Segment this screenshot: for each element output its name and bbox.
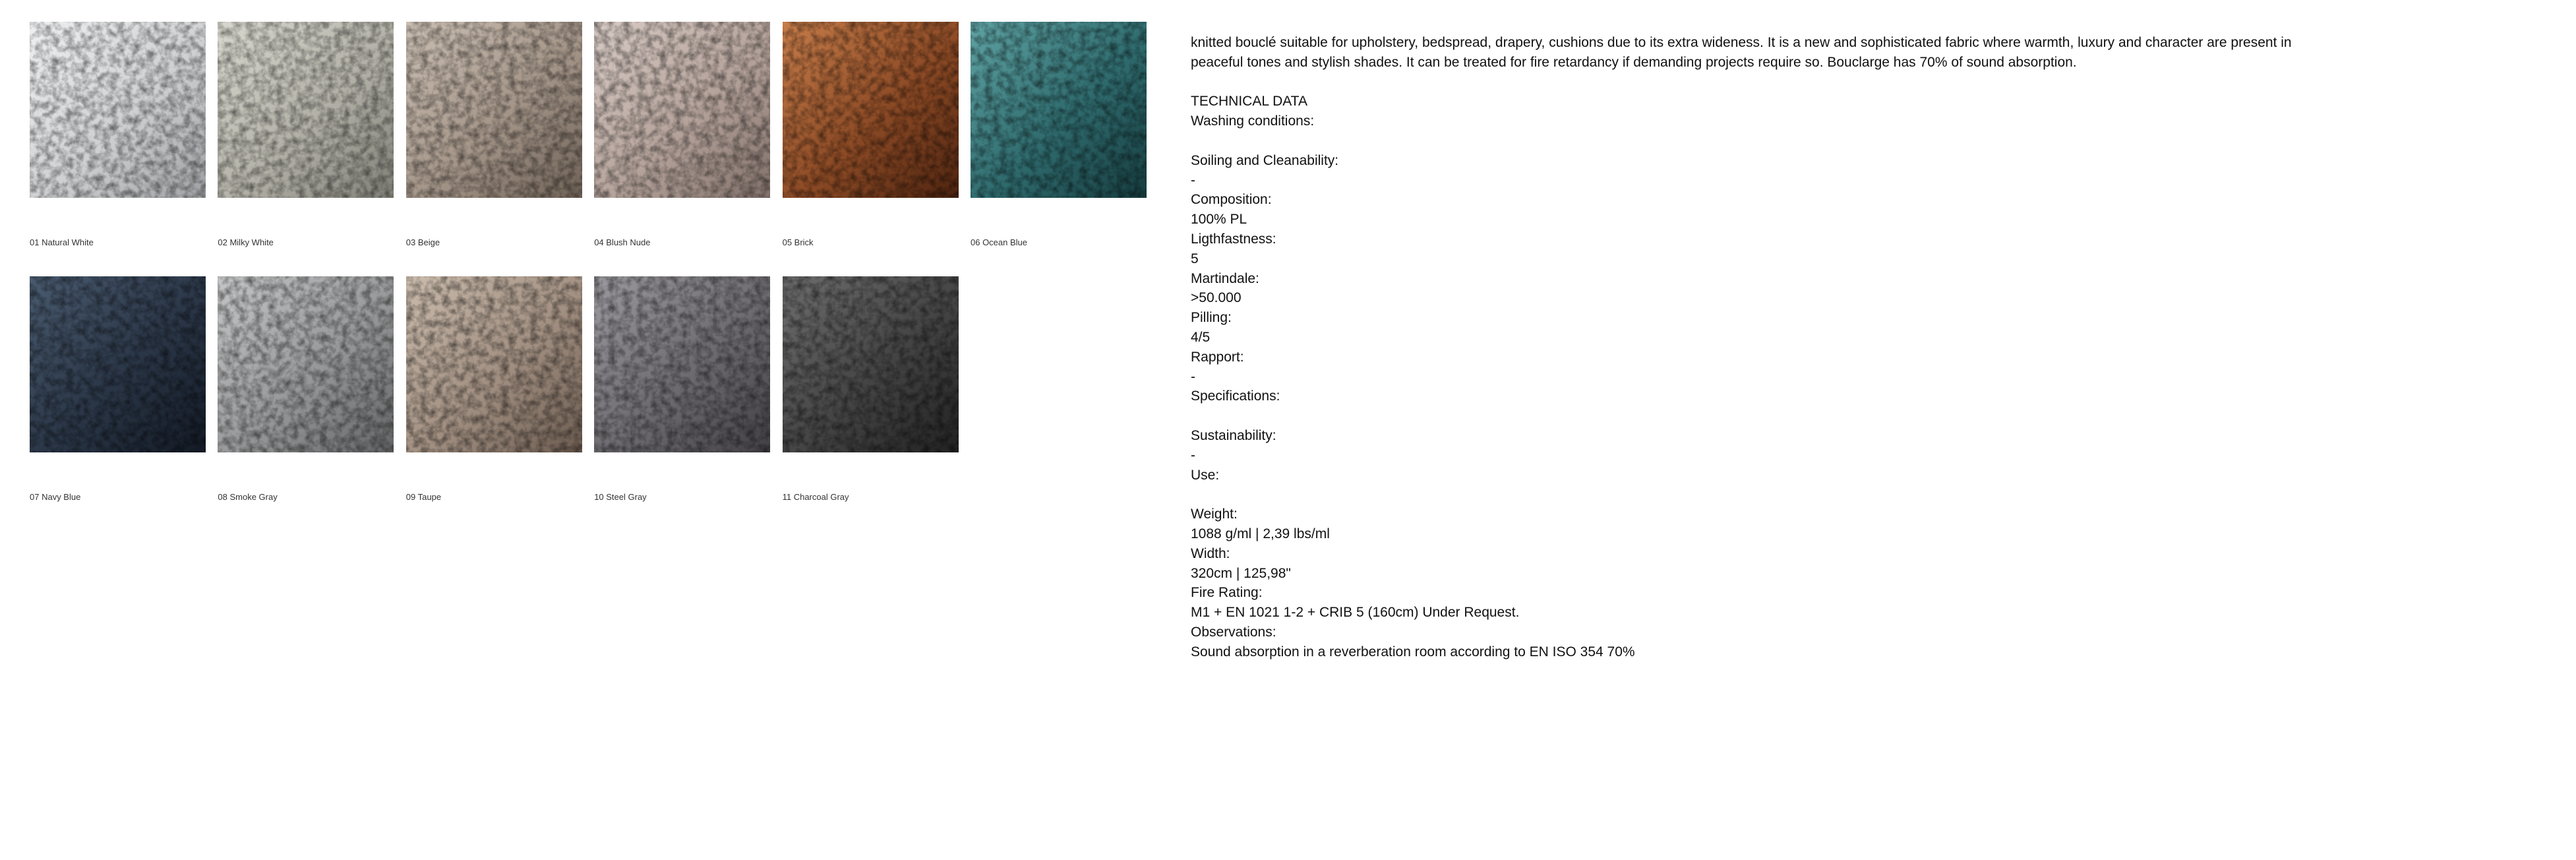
fabric-swatch-image bbox=[406, 22, 582, 198]
washing-label: Washing conditions: bbox=[1191, 113, 1315, 129]
rapport-label: Rapport: bbox=[1191, 349, 1244, 365]
swatch-label: 02 Milky White bbox=[218, 237, 274, 247]
martindale-label: Martindale: bbox=[1191, 270, 1259, 286]
fabric-swatch-image bbox=[594, 22, 770, 198]
fire-rating-value: M1 + EN 1021 1-2 + CRIB 5 (160cm) Under Request. bbox=[1191, 605, 1520, 621]
lightfastness-value: 5 bbox=[1191, 251, 1199, 266]
technical-data-heading: TECHNICAL DATA bbox=[1191, 94, 1307, 109]
fabric-swatch-image bbox=[783, 276, 959, 452]
soiling-label: Soiling and Cleanability: bbox=[1191, 152, 1339, 168]
lightfastness-label: Ligthfastness: bbox=[1191, 231, 1276, 247]
swatch-label: 05 Brick bbox=[782, 237, 814, 247]
width-label: Width: bbox=[1191, 545, 1230, 561]
fabric-swatch-image bbox=[218, 276, 394, 452]
fabric-swatch[interactable] bbox=[30, 276, 206, 502]
fabric-swatch[interactable] bbox=[782, 22, 959, 247]
composition-label: Composition: bbox=[1191, 192, 1272, 208]
fabric-swatch[interactable] bbox=[971, 22, 1147, 247]
swatch-label: 01 Natural White bbox=[30, 237, 94, 247]
fabric-swatch[interactable] bbox=[30, 22, 206, 247]
swatch-label: 11 Charcoal Gray bbox=[782, 492, 849, 502]
sustainability-label: Sustainability: bbox=[1191, 427, 1276, 443]
swatch-label: 03 Beige bbox=[405, 237, 440, 247]
product-info bbox=[1191, 33, 2312, 662]
product-description: knitted bouclé suitable for upholstery, bedspread, drapery, cushions due to its extra wideness. It is a new and sophisticated fabric where warmth, luxury and character are present in peaceful tones and stylish shades. It can be treated for fire retardancy if demanding projects require so. Bouclarge has 70% of sound absorption. bbox=[1191, 35, 2292, 70]
fabric-swatch[interactable] bbox=[218, 276, 394, 502]
soiling-value: - bbox=[1191, 172, 1195, 188]
weight-label: Weight: bbox=[1191, 507, 1238, 522]
observations-value: Sound absorption in a reverberation room according to EN ISO 354 70% bbox=[1191, 644, 1635, 660]
composition-value: 100% PL bbox=[1191, 212, 1247, 228]
fabric-swatch-image bbox=[783, 22, 959, 198]
weight-value: 1088 g/ml | 2,39 lbs/ml bbox=[1191, 526, 1330, 541]
swatch-label: 06 Ocean Blue bbox=[971, 237, 1028, 247]
use-label: Use: bbox=[1191, 467, 1220, 483]
specifications-value bbox=[1191, 406, 2312, 426]
sustainability-value: - bbox=[1191, 447, 1195, 463]
fabric-swatch-image bbox=[406, 276, 582, 452]
specifications-label: Specifications: bbox=[1191, 388, 1280, 404]
observations-label: Observations: bbox=[1191, 624, 1276, 640]
swatch-label: 10 Steel Gray bbox=[594, 492, 647, 502]
use-value bbox=[1191, 485, 2312, 505]
fabric-swatch[interactable] bbox=[218, 22, 394, 247]
pilling-label: Pilling: bbox=[1191, 310, 1232, 326]
swatch-label: 04 Blush Nude bbox=[594, 237, 651, 247]
swatch-label: 08 Smoke Gray bbox=[218, 492, 278, 502]
fabric-swatch[interactable] bbox=[405, 276, 582, 502]
fabric-swatch[interactable] bbox=[782, 276, 959, 502]
rapport-value: - bbox=[1191, 369, 1195, 384]
washing-value bbox=[1191, 131, 2312, 151]
width-value: 320cm | 125,98" bbox=[1191, 565, 1291, 581]
martindale-value: >50.000 bbox=[1191, 290, 1242, 306]
fabric-swatch-image bbox=[971, 22, 1147, 198]
fabric-swatch-image bbox=[30, 276, 206, 452]
fabric-swatch[interactable] bbox=[594, 22, 770, 247]
fabric-swatch-image bbox=[218, 22, 394, 198]
swatch-label: 09 Taupe bbox=[405, 492, 442, 502]
swatch-label: 07 Navy Blue bbox=[30, 492, 81, 502]
fabric-swatch-image bbox=[594, 276, 770, 452]
fabric-swatch[interactable] bbox=[405, 22, 582, 247]
fabric-swatch-image bbox=[30, 22, 206, 198]
pilling-value: 4/5 bbox=[1191, 329, 1211, 345]
fabric-swatch[interactable] bbox=[594, 276, 770, 502]
fire-rating-label: Fire Rating: bbox=[1191, 585, 1263, 601]
